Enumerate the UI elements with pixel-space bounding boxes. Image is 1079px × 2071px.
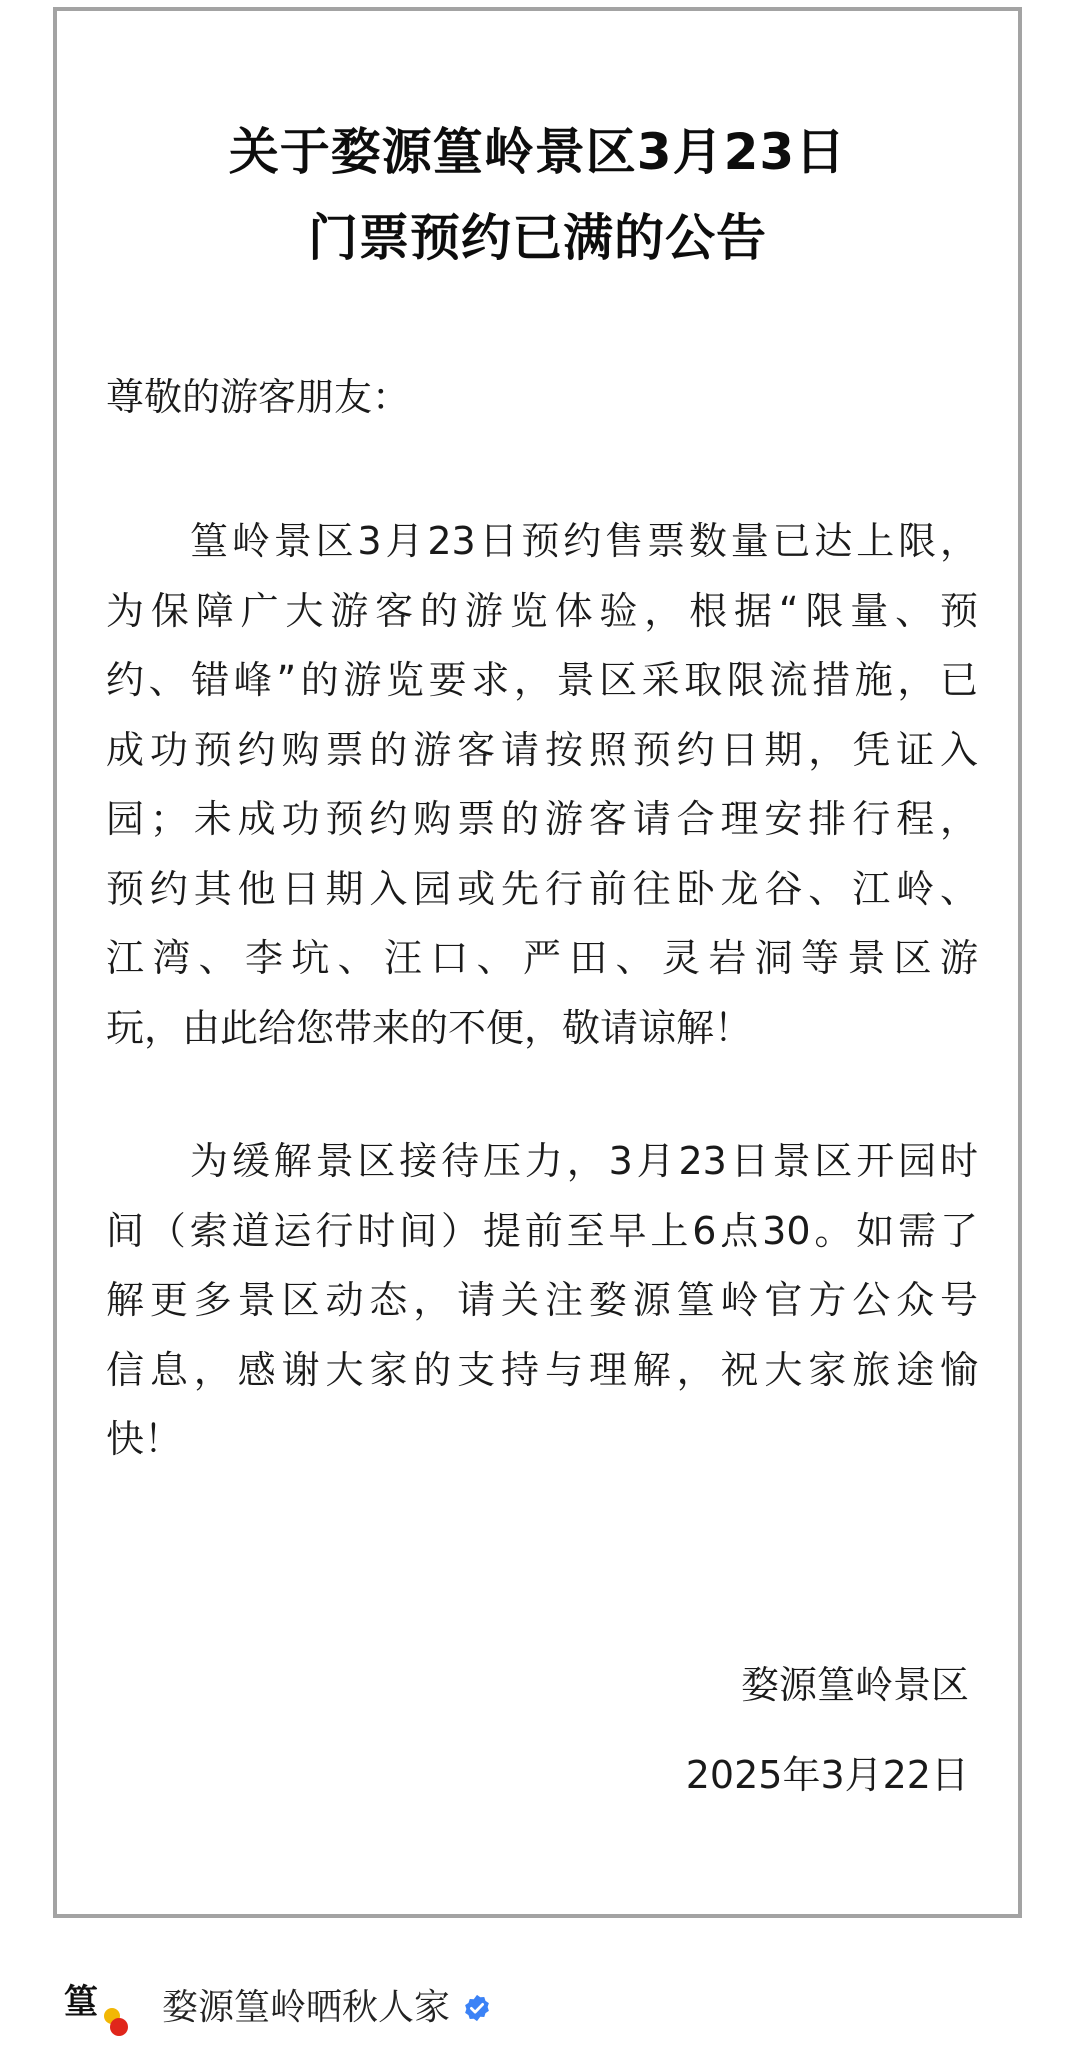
paragraph-1-line: 为保障广大游客的游览体验，根据“限量、预 [106, 588, 978, 633]
paragraph-2-line: 为缓解景区接待压力，3月23日景区开园时 [190, 1139, 978, 1183]
paragraph-2 [106, 1127, 978, 1475]
paragraph-1-line: 园；未成功预约购票的游客请合理安排行程， [106, 797, 978, 841]
paragraph-1-line: 江湾、李坑、汪口、严田、灵岩洞等景区游 [106, 936, 978, 980]
logo-glyph: 篁 [64, 1982, 98, 2022]
notice-date: 2025年3月22日 [685, 1753, 969, 1797]
account-footer[interactable] [60, 1975, 492, 2041]
paragraph-1-line: 预约其他日期入园或先行前往卧龙谷、江岭、 [106, 866, 978, 911]
paragraph-1-line: 成功预约购票的游客请按照预约日期，凭证入 [106, 727, 978, 772]
paragraph-1-line: 玩，由此给您带来的不便，敬请谅解！ [106, 1005, 753, 1050]
paragraph-2-line: 信息，感谢大家的支持与理解，祝大家旅途愉 [106, 1347, 978, 1392]
notice-title-line-1: 关于婺源篁岭景区3月23日 [228, 123, 847, 181]
huangling-logo-icon[interactable] [60, 1978, 132, 2038]
notice-title-line-2: 门票预约已满的公告 [308, 209, 767, 267]
logo-red-dot [110, 2018, 128, 2036]
paragraph-1-line: 篁岭景区3月23日预约售票数量已达上限， [190, 519, 978, 563]
paragraph-1 [106, 507, 978, 1063]
signature: 婺源篁岭景区 [740, 1663, 969, 1707]
paragraph-1-line: 约、错峰”的游览要求，景区采取限流措施，已 [106, 658, 978, 702]
notice-title [57, 109, 1018, 281]
paragraph-2-line: 间（索道运行时间）提前至早上6点30。如需了 [106, 1208, 978, 1253]
account-name[interactable]: 婺源篁岭晒秋人家 [162, 1987, 451, 2028]
paragraph-2-line: 快！ [106, 1417, 183, 1461]
paragraph-2-line: 解更多景区动态，请关注婺源篁岭官方公众号 [106, 1278, 978, 1322]
greeting: 尊敬的游客朋友： [106, 375, 411, 419]
verified-badge-icon [462, 1993, 492, 2023]
notice-card [53, 7, 1022, 1918]
